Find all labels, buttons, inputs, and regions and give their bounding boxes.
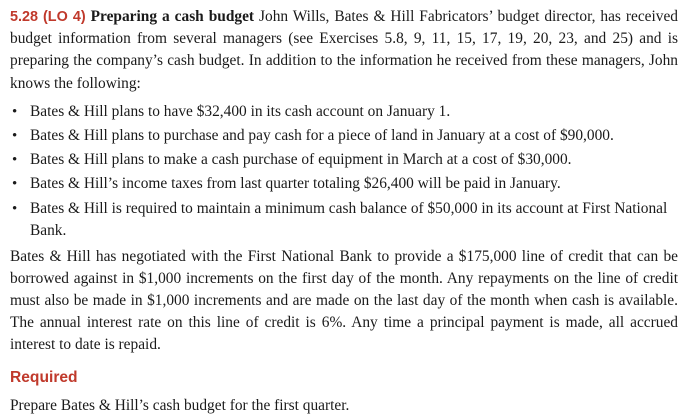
required-text: Prepare Bates & Hill’s cash budget for the first quarter.	[10, 396, 350, 414]
bullet-icon: •	[12, 103, 18, 120]
bullet-icon: •	[12, 152, 18, 169]
facts-list	[10, 101, 678, 242]
fact-text: Bates & Hill plans to have $32,400 in its cash account on January 1.	[30, 102, 451, 120]
bullet-icon: •	[12, 128, 18, 144]
fact-item	[10, 173, 678, 195]
credit-line-paragraph: Bates & Hill has negotiated with the First National Bank to provide a $175,000 line of credit that can be borrowed against in $1,000 increments on the first day of the month. Any repayments on the line of credit must also be made in $1,000 increments and are made on the last day of the month when cash is available. The annual interest rate on this line of credit is 6%. Any time a principal payment is made, all accrued interest to date is repaid.	[10, 247, 678, 354]
fact-text: Bates & Hill plans to purchase and pay cash for a piece of land in January at a cost of $90,000.	[30, 127, 614, 144]
fact-text: Bates & Hill is required to maintain a minimum cash balance of $50,000 in its account at First National Bank.	[30, 199, 668, 239]
fact-item	[10, 149, 678, 171]
exercise-number: 5.28	[10, 9, 39, 25]
required-heading: Required	[10, 368, 78, 386]
bullet-icon: •	[12, 176, 18, 193]
learning-objective: (LO 4)	[42, 9, 86, 25]
exercise-title: Preparing a cash budget	[90, 8, 255, 25]
fact-text: Bates & Hill’s income taxes from last quarter totaling $26,400 will be paid in January.	[30, 175, 561, 193]
fact-item	[10, 198, 678, 242]
fact-item	[10, 101, 678, 123]
bullet-icon: •	[12, 200, 18, 217]
fact-text: Bates & Hill plans to make a cash purchase of equipment in March at a cost of $30,000.	[30, 151, 572, 169]
exercise-intro	[10, 6, 678, 95]
fact-item	[10, 125, 678, 147]
exercise-intro-text: John Wills, Bates & Hill Fabricators’ budget director, has received budget information from several managers (see Exercises 5.8, 9, 11, 15, 17, 19, 20, 23, and 25) and is preparing the company’s cash budget. In addition to the information he received from these managers, John knows the following:	[10, 8, 678, 92]
